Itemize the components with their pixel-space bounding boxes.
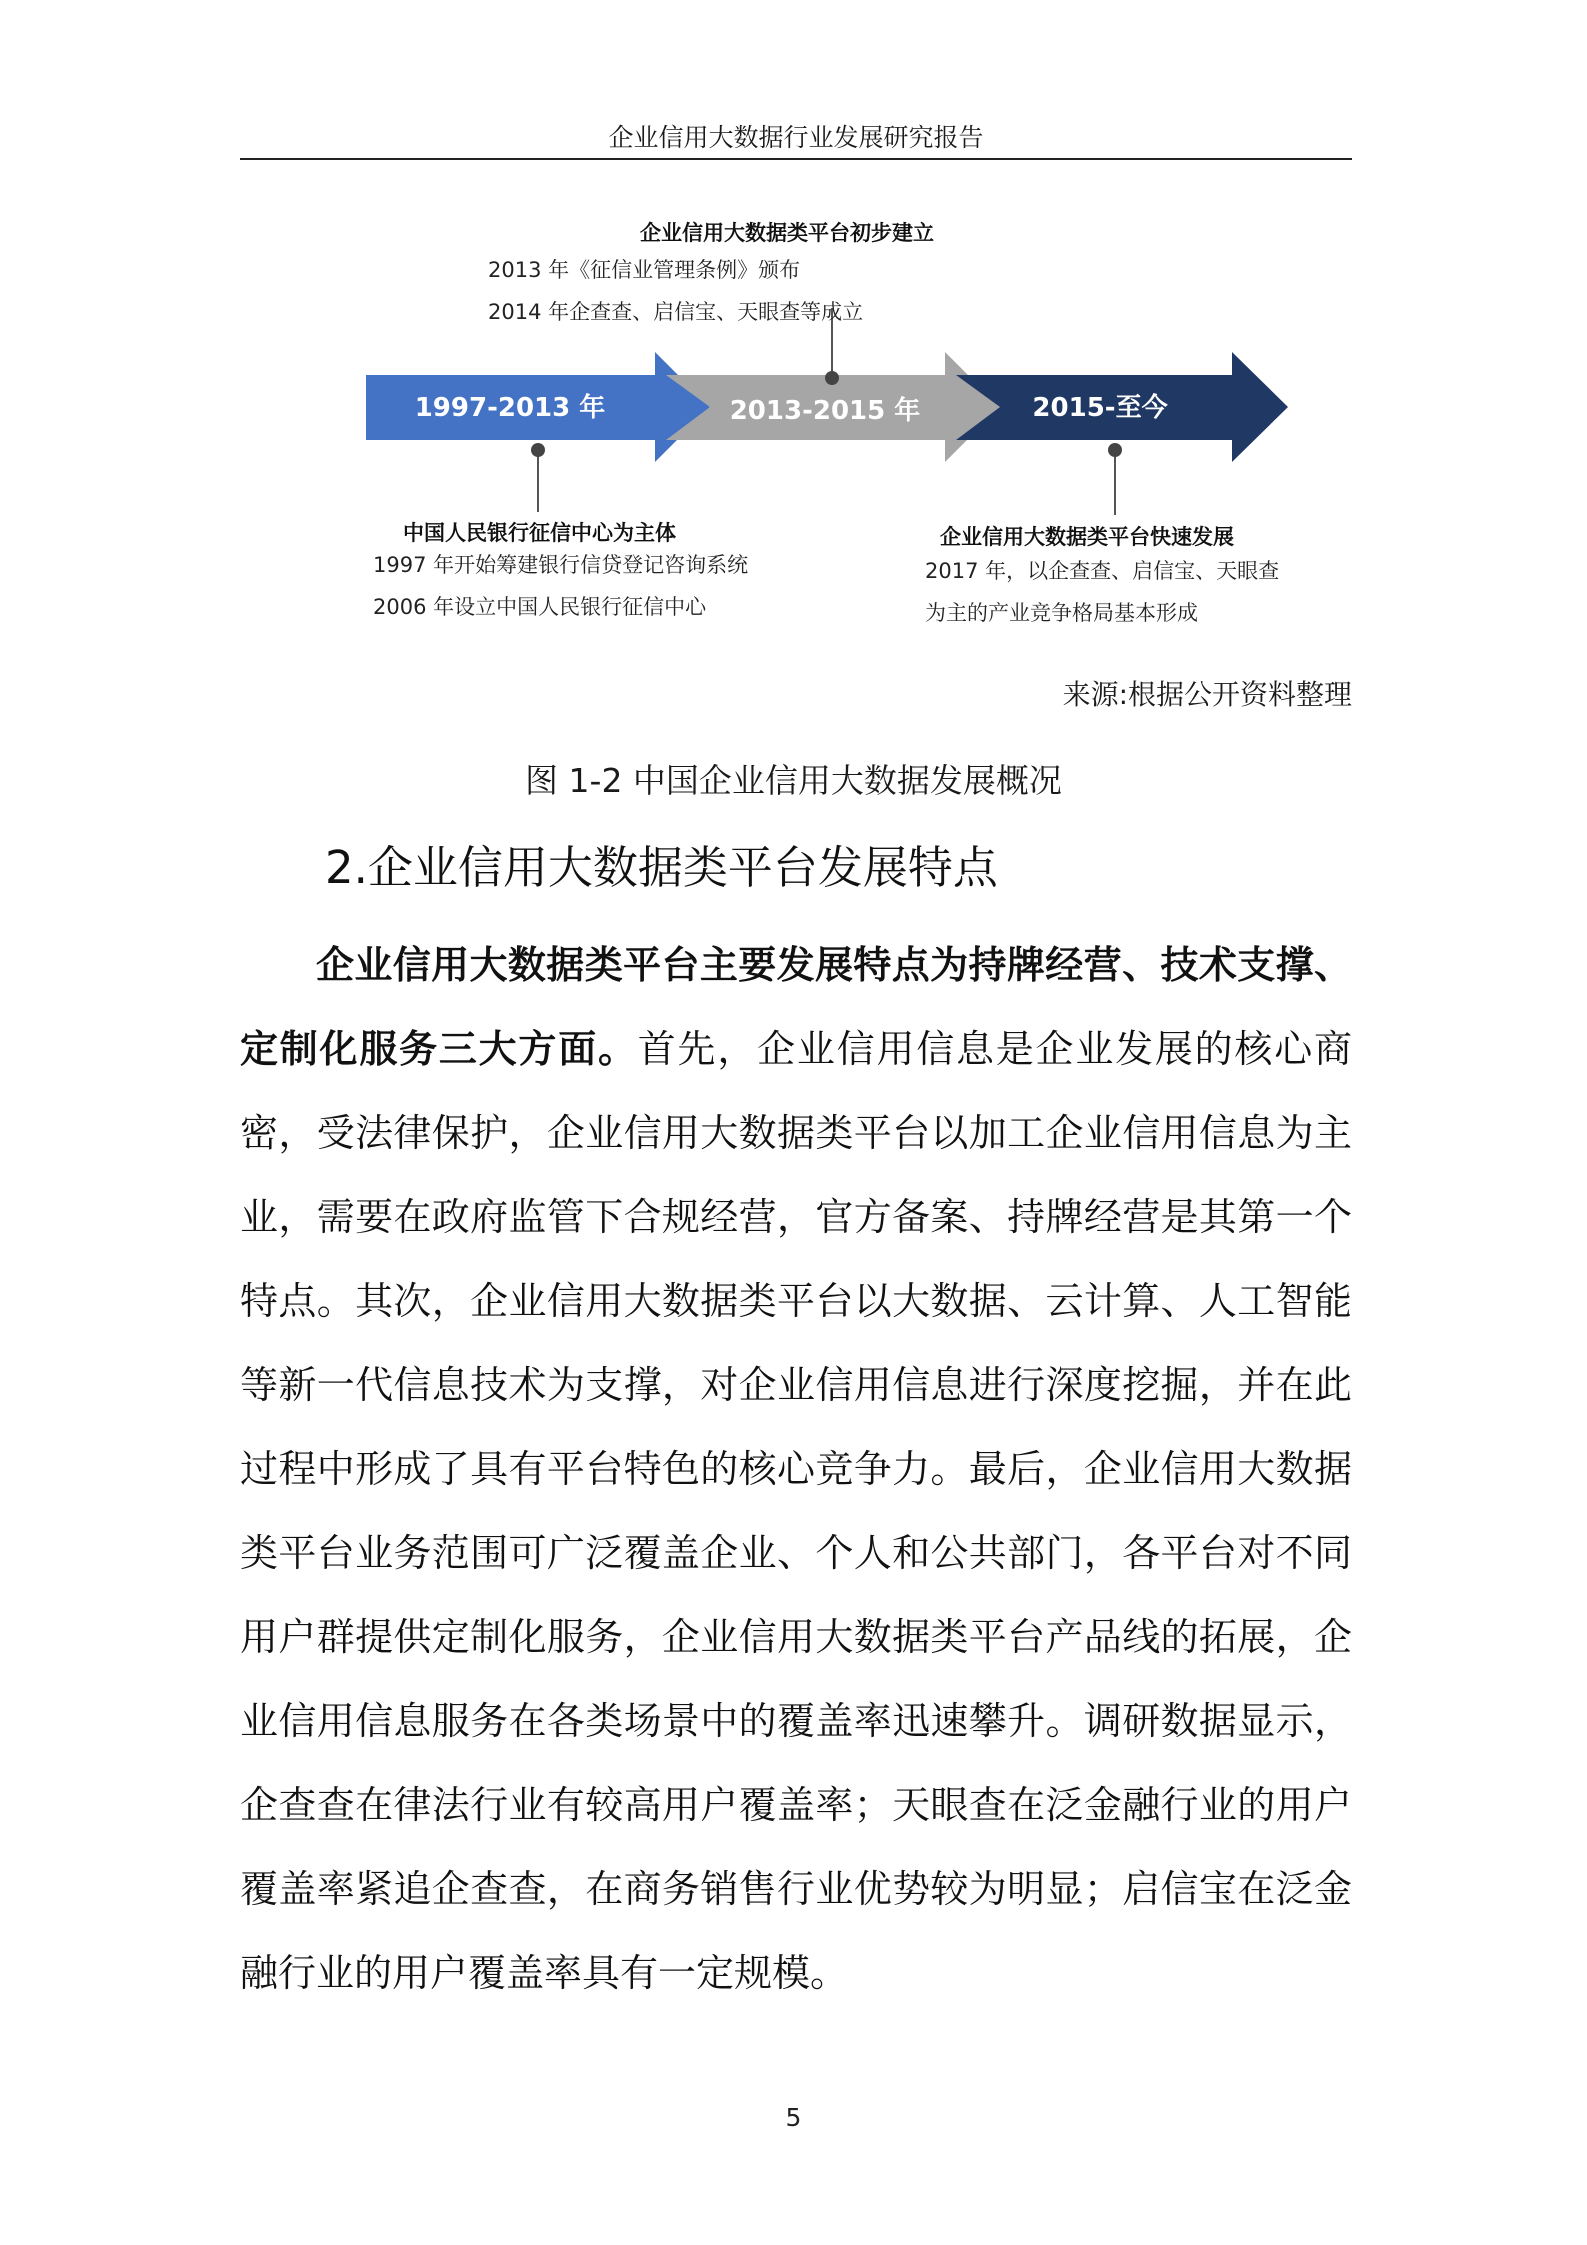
body-text: 首先，企业信用信息是企业发展的核心商密，受法律保护，企业信用大数据类平台以加工企业信用信息为主业，需要在政府监管下合规经营，官方备案、持牌经营是其第一个特点。其次，企业信用大数据类平台以大数据、云计算、人工智能等新一代信息技术为支撑，对企业信用信息进行深度挖掘，并在此过程中形成了具有平台特色的核心竞争力。最后，企业信用大数据类平台业务范围可广泛覆盖企业、个人和公共部门，各平台对不同用户群提供定制化服务，企业信用大数据类平台产品线的拓展，企业信用信息服务在各类场景中的覆盖率迅速攀升。调研数据显示，企查查在律法行业有较高用户覆盖率；天眼查在泛金融行业的用户覆盖率紧追企查查，在商务销售行业优势较为明显；启信宝在泛金融行业的用户覆盖率具有一定规模。 [240, 1027, 1352, 1995]
left-note-line-1: 1997 年开始筹建银行信贷登记咨询系统 [373, 553, 749, 577]
stage-label-1: 1997-2013 年 [414, 393, 606, 423]
section-title: 2.企业信用大数据类平台发展特点 [325, 841, 998, 894]
timeline-arrows [0, 0, 1587, 660]
left-note-heading: 中国人民银行征信中心为主体 [403, 521, 676, 545]
top-note-line-2: 2014 年企查查、启信宝、天眼查等成立 [488, 300, 864, 324]
body-paragraph [240, 923, 1352, 2015]
connector-right-dot [1108, 443, 1122, 457]
top-note-heading: 企业信用大数据类平台初步建立 [640, 221, 934, 245]
connector-left-dot [531, 443, 545, 457]
connector-top-dot [825, 371, 839, 385]
top-note-line-1: 2013 年《征信业管理条例》颁布 [488, 258, 801, 282]
stage-label-2: 2013-2015 年 [729, 396, 921, 426]
right-note-line-2: 为主的产业竞争格局基本形成 [925, 601, 1198, 625]
stage-label-3: 2015-至今 [1032, 393, 1168, 423]
right-note-line-1: 2017 年，以企查查、启信宝、天眼查 [925, 559, 1280, 583]
body-bold-lead: 企业信用大数据类平台主要发展特点为持牌经营、技术支撑、定制化服务三大方面。 [240, 943, 1352, 1071]
timeline-figure [0, 0, 1587, 660]
right-note-heading: 企业信用大数据类平台快速发展 [940, 525, 1234, 549]
figure-source: 来源:根据公开资料整理 [1062, 678, 1352, 711]
page-number: 5 [785, 2103, 802, 2132]
running-header: 企业信用大数据行业发展研究报告 [608, 123, 984, 152]
figure-caption: 图 1-2 中国企业信用大数据发展概况 [525, 761, 1062, 800]
left-note-line-2: 2006 年设立中国人民银行征信中心 [373, 595, 707, 619]
